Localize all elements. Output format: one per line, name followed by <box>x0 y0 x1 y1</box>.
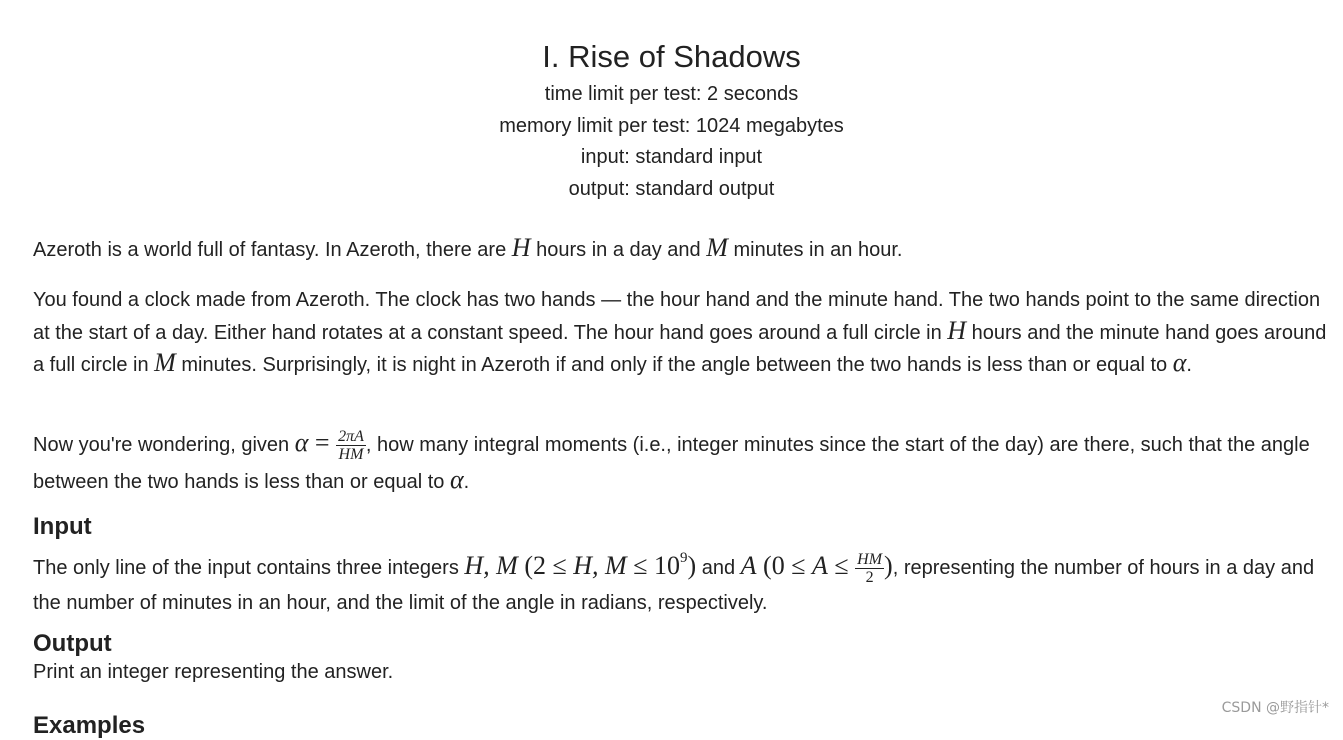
watermark: CSDN @野指针* <box>1221 700 1329 716</box>
output-description: Print an integer representing the answer. <box>33 661 394 683</box>
statement-paragraph-3: Now you're wondering, given α = $\frac{2\pi A}{HM}$ , how many integral moments (i.e., integer minutes since the start of the day) are there, such that the angle between the two hands is less than or equal to α. <box>33 428 1310 495</box>
time-limit: time limit per test: 2 seconds <box>544 83 799 105</box>
alpha-fraction: $\frac{2\pi A}{HM}$ <box>338 428 364 464</box>
input-type: input: standard input <box>580 146 763 169</box>
problem-meta <box>0 79 1343 205</box>
input-heading: Input <box>33 513 92 540</box>
statement-paragraph-2: You found a clock made from Azeroth. The clock has two hands — the hour hand and the minute hand. The two hands point to the same direction at the start of a day. Either hand rotates at a constant speed. The hour hand goes around a full circle in H hours and the minute hand goes around a full circle in M minutes. Surprisingly, it is night in Azeroth if and only if the angle between the two hands is less than or equal to α. <box>33 289 1327 377</box>
output-type: output: standard output <box>568 177 775 200</box>
examples-heading: Examples <box>33 712 146 739</box>
statement-paragraph-1: Azeroth is a world full of fantasy. In Azeroth, there are H hours in a day and M minutes in an hour. <box>33 233 903 262</box>
input-section <box>33 513 1333 620</box>
problem-title: I. Rise of Shadows <box>542 39 801 74</box>
output-heading: Output <box>33 630 112 657</box>
output-section <box>33 630 1333 688</box>
input-description: The only line of the input contains three integers H, M (2 ≤ H, $M \le 10^9$) and A (0 ≤ A ≤ $\frac{HM}{2}$ ), representing the number of hours in a day and the number of minutes in an hour, and the limit of the angle in radians, respectively. <box>33 550 1315 615</box>
memory-limit: memory limit per test: 1024 megabytes <box>499 114 844 137</box>
limit-fraction: $\frac{HM}{2}$ <box>857 551 883 587</box>
problem-header <box>0 0 1343 205</box>
examples-section <box>33 712 145 740</box>
